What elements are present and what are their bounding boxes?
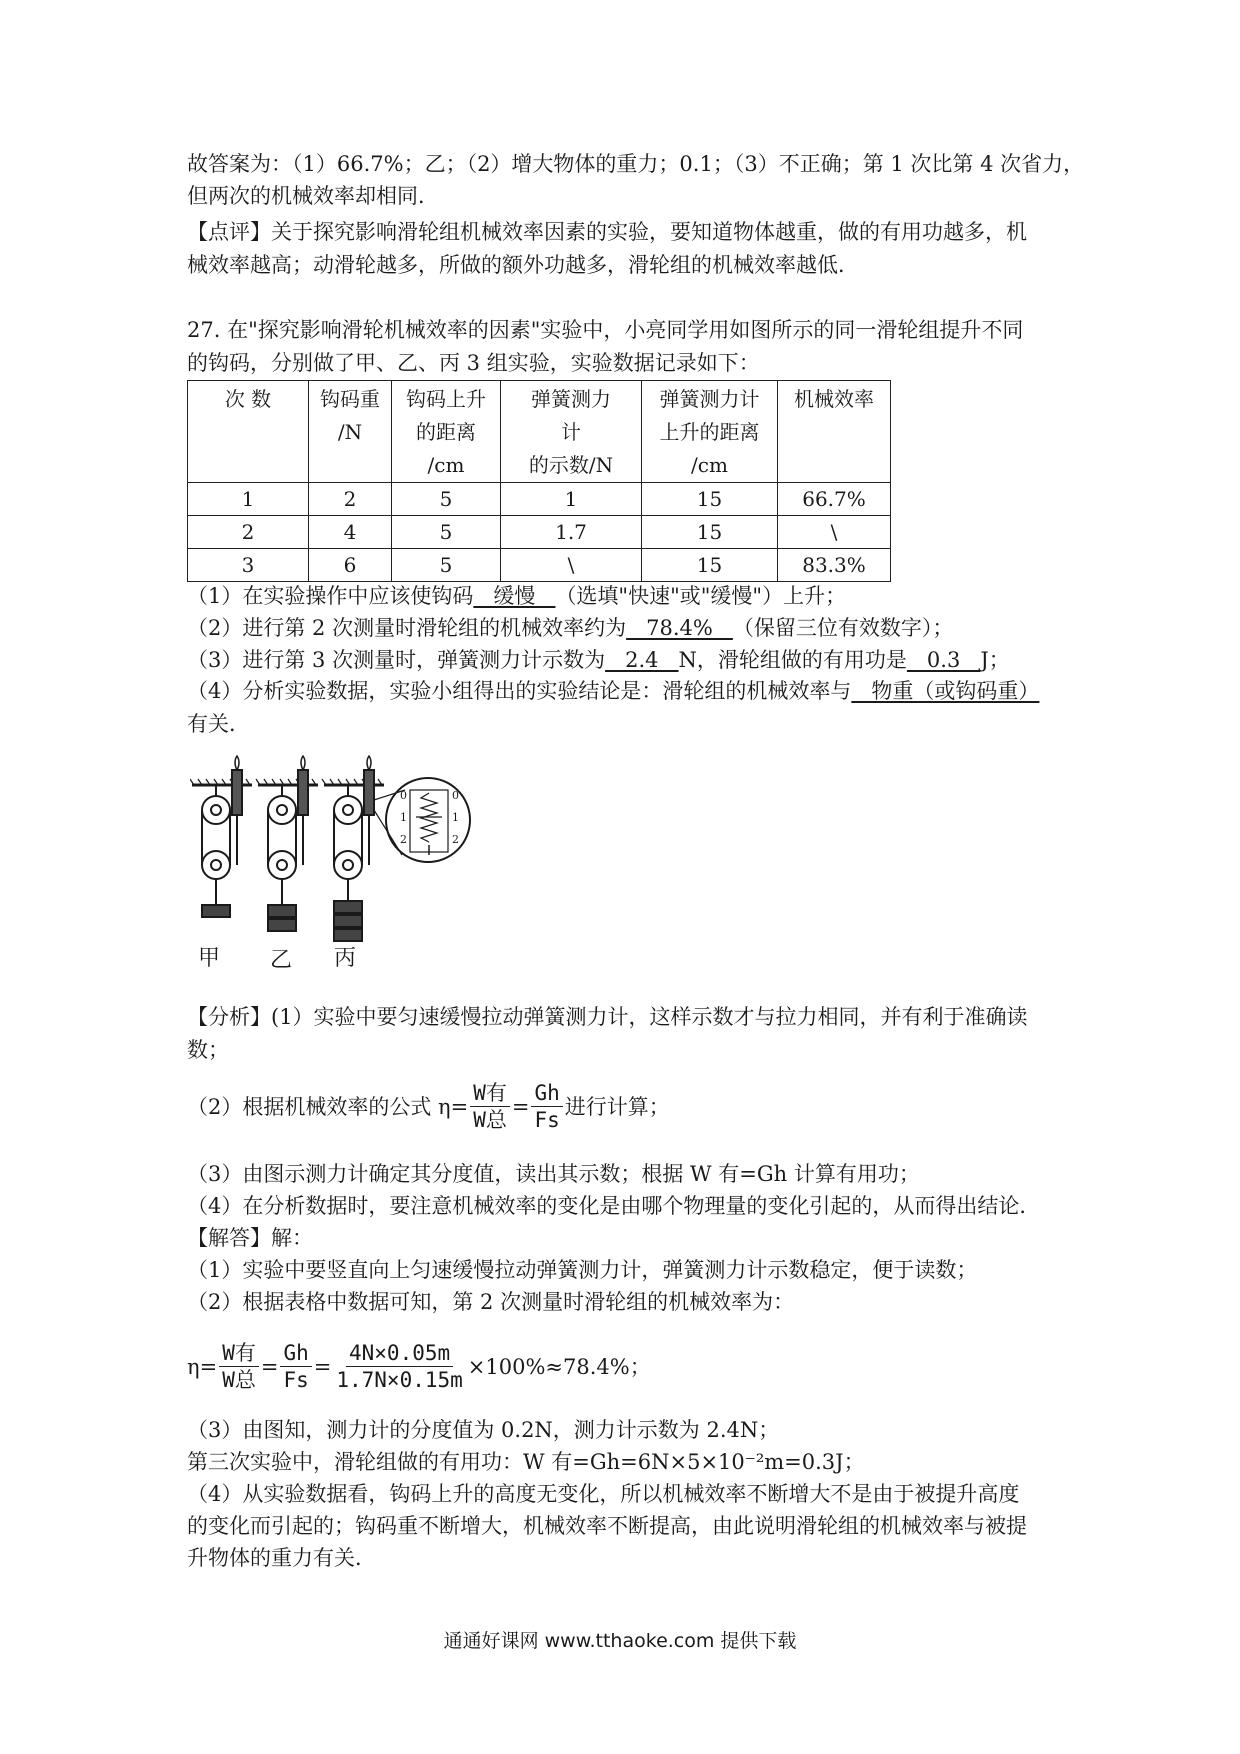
header-text: 钩码上升	[406, 387, 486, 411]
table-row	[188, 516, 891, 549]
answer-line: 故答案为：（1）66.7%；乙；（2）增大物体的重力；0.1；（3）不正确；第 1 次比第 4 次省力，	[187, 152, 1085, 176]
table-cell: 5	[392, 483, 501, 516]
table-cell: 15	[642, 483, 778, 516]
figure-label: 丙	[334, 946, 357, 971]
fraction-denominator: 1.7N×0.15m	[336, 1368, 463, 1392]
header-text: 钩码重	[320, 387, 380, 411]
subquestion-text: （1）在实验操作中应该使钩码	[187, 584, 474, 608]
subquestion-text: （4）分析实验数据，实验小组得出的实验结论是：滑轮组的机械效率与	[187, 679, 852, 703]
answer-blank: 78.4%	[626, 616, 733, 640]
solution-line: （4）从实验数据看，钩码上升的高度无变化，所以机械效率不断增大不是由于被提升高度	[187, 1482, 1020, 1506]
analysis-text: （2）根据机械效率的公式 η=	[187, 1094, 469, 1119]
question-text: 的钩码，分别做了甲、乙、丙 3 组实验，实验数据记录如下：	[187, 351, 760, 375]
analysis-line: （4）在分析数据时，要注意机械效率的变化是由哪个物理量的变化引起的，从而得出结论．	[187, 1194, 1041, 1218]
header-text: 上升的距离	[659, 420, 760, 444]
header-text: 计	[561, 420, 581, 444]
table-cell: \	[778, 516, 891, 549]
table-cell: 4	[309, 516, 392, 549]
table-cell: 1	[188, 483, 309, 516]
header-text: 的示数/N	[528, 453, 614, 477]
scale-number: 0	[452, 789, 459, 802]
analysis-line: 数；	[187, 1038, 229, 1062]
subquestion-1	[187, 582, 846, 610]
fraction-gh	[280, 1340, 311, 1393]
subquestion-text: （选填"快速"或"缓慢"）上升；	[555, 584, 847, 608]
pulley-setup-bing	[322, 756, 384, 941]
table-cell: 1	[501, 483, 642, 516]
header-cell	[778, 381, 891, 483]
header-cell	[392, 381, 501, 483]
table-row	[188, 483, 891, 516]
fraction-numerator: W有	[219, 1340, 259, 1367]
scale-number: 2	[400, 833, 407, 846]
fraction-numerator: Gh	[531, 1080, 562, 1107]
review-line: 【点评】关于探究影响滑轮组机械效率因素的实验，要知道物体越重，做的有用功越多，机	[187, 220, 1027, 244]
subquestion-3	[187, 646, 1010, 674]
question-text: 27. 在"探究影响滑轮机械效率的因素"实验中，小亮同学用如图所示的同一滑轮组提升不同	[187, 318, 1024, 342]
answer-line: 但两次的机械效率却相同．	[187, 184, 439, 208]
solution-line: 第三次实验中，滑轮组做的有用功：W 有=Gh=6N×5×10⁻²m=0.3J；	[187, 1450, 865, 1474]
fraction-numerator: 4N×0.05m	[346, 1340, 453, 1367]
analysis-text: 进行计算；	[564, 1094, 670, 1119]
solution-line: （1）实验中要竖直向上匀速缓慢拉动弹簧测力计，弹簧测力计示数稳定，便于读数；	[187, 1258, 978, 1282]
pulley-figure	[190, 755, 530, 990]
header-cell	[188, 381, 309, 483]
subquestion-text: （3）进行第 3 次测量时，弹簧测力计示数为	[187, 648, 606, 672]
subquestion-text: J；	[980, 648, 1010, 672]
header-text: 弹簧测力计	[659, 387, 760, 411]
analysis-line: 【分析】(1）实验中要匀速缓慢拉动弹簧测力计，这样示数才与拉力相同，并有利于准确读	[187, 1005, 1028, 1029]
solution-line: （2）根据表格中数据可知，第 2 次测量时滑轮组的机械效率为：	[187, 1290, 795, 1314]
fraction-denominator: W总	[473, 1108, 507, 1132]
table-cell: \	[501, 549, 642, 582]
data-table	[187, 380, 891, 582]
fraction-denominator: Fs	[534, 1108, 560, 1132]
table-cell: 1.7	[501, 516, 642, 549]
header-text: 弹簧测力	[531, 387, 611, 411]
scale-number: 0	[400, 789, 407, 802]
header-text: /N	[337, 420, 363, 444]
solution-header: 【解答】解：	[187, 1226, 313, 1250]
table-cell: 66.7%	[778, 483, 891, 516]
equation-text: ×100%≈78.4%；	[467, 1354, 651, 1379]
table-cell: 83.3%	[778, 549, 891, 582]
fraction-w	[219, 1340, 259, 1393]
fraction-numerator: Gh	[280, 1340, 311, 1367]
figure-label: 乙	[270, 948, 293, 973]
header-text: 次 数	[224, 387, 272, 411]
solution-equation: η= $\frac{\text{W有}}{\text{W总}}$ = $\frac{Gh}{Fs}$ = $\frac{4N\times 0.05m}{1.7N\times 0.15m}$ ×100%≈78.4%；	[187, 1341, 651, 1392]
solution-line: （3）由图知，测力计的分度值为 0.2N，测力计示数为 2.4N；	[187, 1418, 780, 1442]
table-cell: 5	[392, 549, 501, 582]
answer-blank: 2.4	[605, 648, 679, 672]
fraction-denominator: Fs	[283, 1368, 309, 1392]
header-text: 机械效率	[794, 387, 874, 411]
subquestion-text: 有关．	[187, 712, 250, 736]
table-cell: 6	[309, 549, 392, 582]
scale-number: 1	[400, 811, 407, 824]
solution-line: 升物体的重力有关．	[187, 1546, 376, 1570]
header-text: 的距离	[416, 420, 476, 444]
table-cell: 2	[188, 516, 309, 549]
table-cell: 5	[392, 516, 501, 549]
fraction-numerator: W有	[470, 1080, 510, 1107]
answer-blank: 缓慢	[473, 584, 556, 608]
pulley-setup-yi	[256, 756, 318, 931]
scale-number: 1	[452, 811, 459, 824]
table-header-row	[188, 381, 891, 483]
page-footer: 通通好课网 www.tthaoke.com 提供下载	[443, 1630, 797, 1652]
answer-blank: 物重（或钩码重）	[851, 679, 1040, 703]
fraction-denominator: W总	[222, 1368, 256, 1392]
table-row	[188, 549, 891, 582]
pulley-setup-jia	[190, 756, 252, 917]
subquestion-text: （保留三位有效数字）；	[732, 616, 954, 640]
analysis-line: （3）由图示测力计确定其分度值，读出其示数；根据 W 有=Gh 计算有用功；	[187, 1162, 920, 1186]
analysis-formula-line: （2）根据机械效率的公式 η= $\frac{\text{W有}}{\text{W总}}$ = $\frac{Gh}{Fs}$ 进行计算；	[187, 1081, 670, 1132]
subquestion-2	[187, 614, 953, 642]
header-cell	[501, 381, 642, 483]
table-cell: 15	[642, 516, 778, 549]
subquestion-4	[187, 677, 1039, 705]
subquestion-text: N，滑轮组做的有用功是	[678, 648, 907, 672]
solution-line: 的变化而引起的；钩码重不断增大，机械效率不断提高，由此说明滑轮组的机械效率与被提	[187, 1514, 1027, 1538]
header-cell	[309, 381, 392, 483]
review-line: 械效率越高；动滑轮越多，所做的额外功越多，滑轮组的机械效率越低．	[187, 253, 859, 277]
table-cell: 15	[642, 549, 778, 582]
fraction-w	[470, 1080, 510, 1133]
fraction-values	[333, 1340, 465, 1393]
header-cell	[642, 381, 778, 483]
subquestion-text: （2）进行第 2 次测量时滑轮组的机械效率约为	[187, 616, 627, 640]
header-text: /cm	[427, 453, 465, 477]
header-text: /cm	[691, 453, 728, 477]
table-cell: 2	[309, 483, 392, 516]
fraction-gh	[531, 1080, 562, 1133]
answer-blank: 0.3	[906, 648, 981, 672]
table-cell: 3	[188, 549, 309, 582]
scale-number: 2	[452, 833, 459, 846]
equation-text: η=	[187, 1354, 218, 1379]
figure-label: 甲	[198, 946, 221, 971]
